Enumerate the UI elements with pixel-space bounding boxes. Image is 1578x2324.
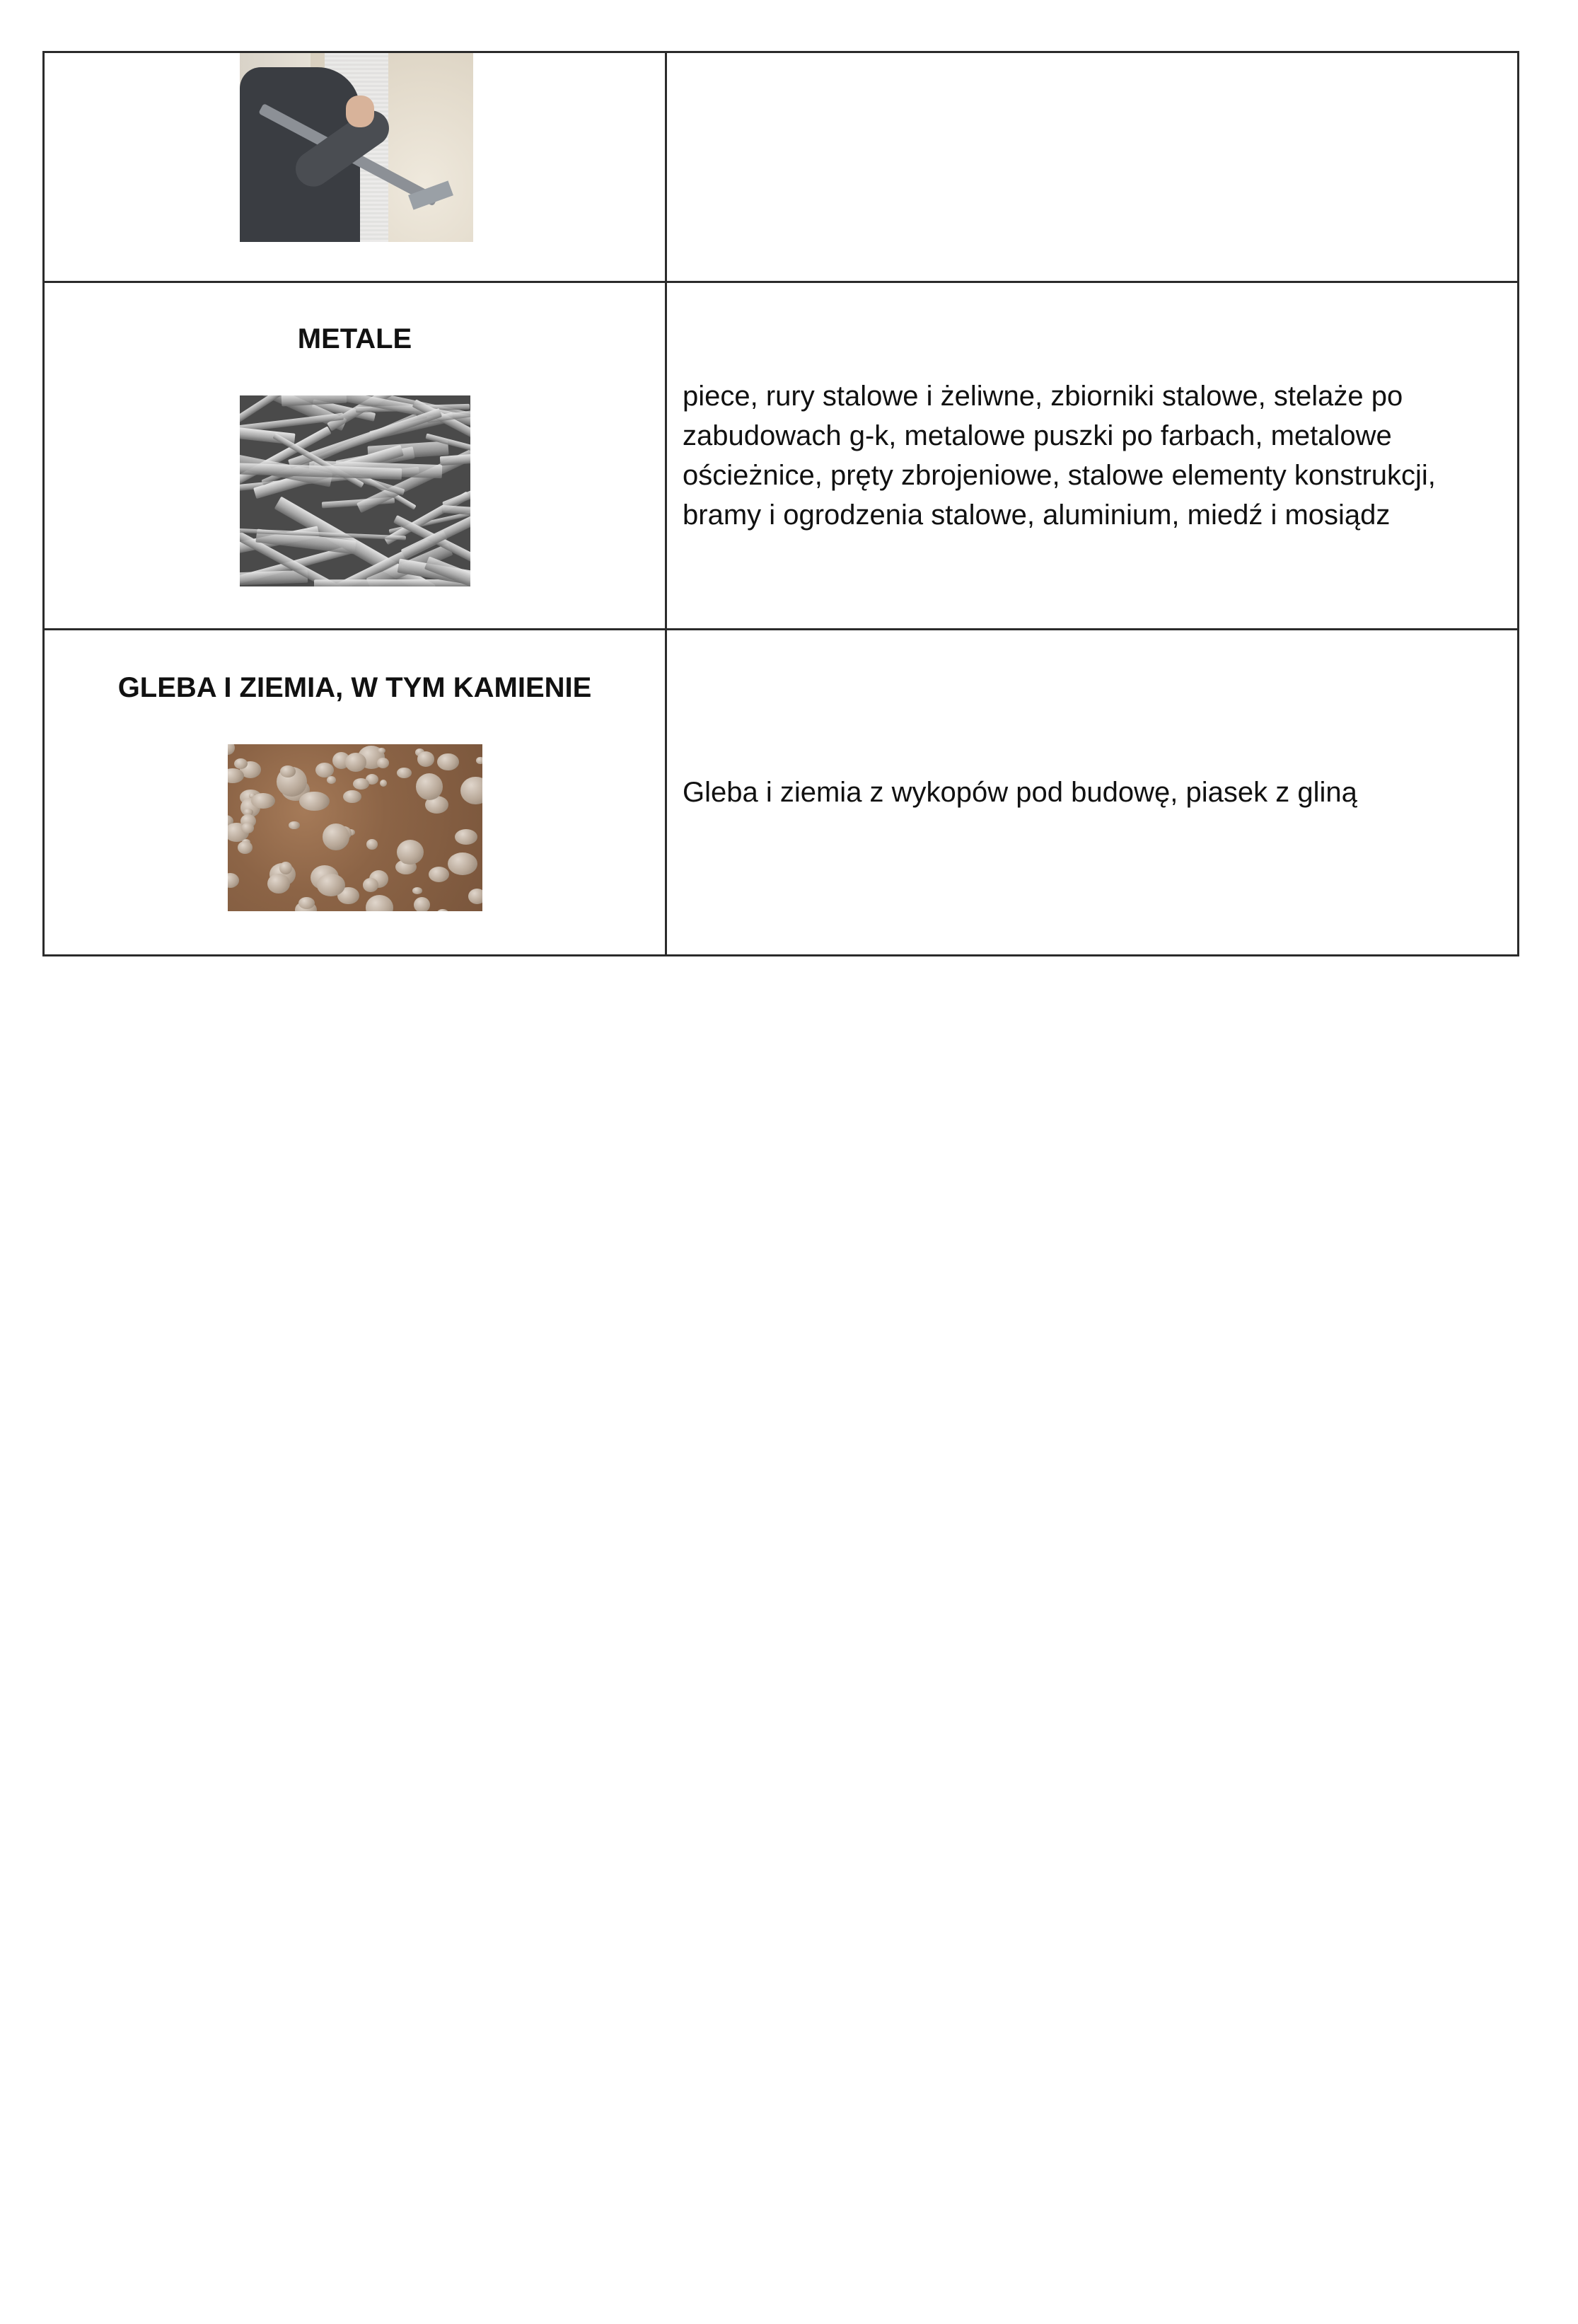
table-row bbox=[44, 282, 1519, 630]
category-cell bbox=[44, 52, 666, 282]
description-cell bbox=[666, 630, 1519, 956]
category-cell bbox=[44, 630, 666, 956]
table-row bbox=[44, 52, 1519, 282]
description-cell bbox=[666, 52, 1519, 282]
category-title: GLEBA I ZIEMIA, W TYM KAMIENIE bbox=[117, 671, 592, 703]
description-cell bbox=[666, 282, 1519, 630]
category-title: METALE bbox=[297, 323, 412, 354]
category-cell bbox=[44, 282, 666, 630]
worker-scraping-wall-photo bbox=[240, 53, 473, 242]
category-description: piece, rury stalowe i żeliwne, zbiorniki stalowe, stelaże po zabudowach g-k, metalowe puszki po farbach, metalowe ościeżnice, pręty zbrojeniowe, stalowe elementy konstrukcji, bramy i ogrodzenia stalowe, aluminium, miedź i mosiądz bbox=[683, 381, 1436, 531]
waste-category-table bbox=[42, 51, 1519, 956]
category-description: Gleba i ziemia z wykopów pod budowę, piasek z gliną bbox=[683, 777, 1357, 808]
scrap-metal-photo bbox=[240, 395, 470, 586]
table-row bbox=[44, 630, 1519, 956]
soil-with-stones-photo bbox=[228, 744, 482, 911]
